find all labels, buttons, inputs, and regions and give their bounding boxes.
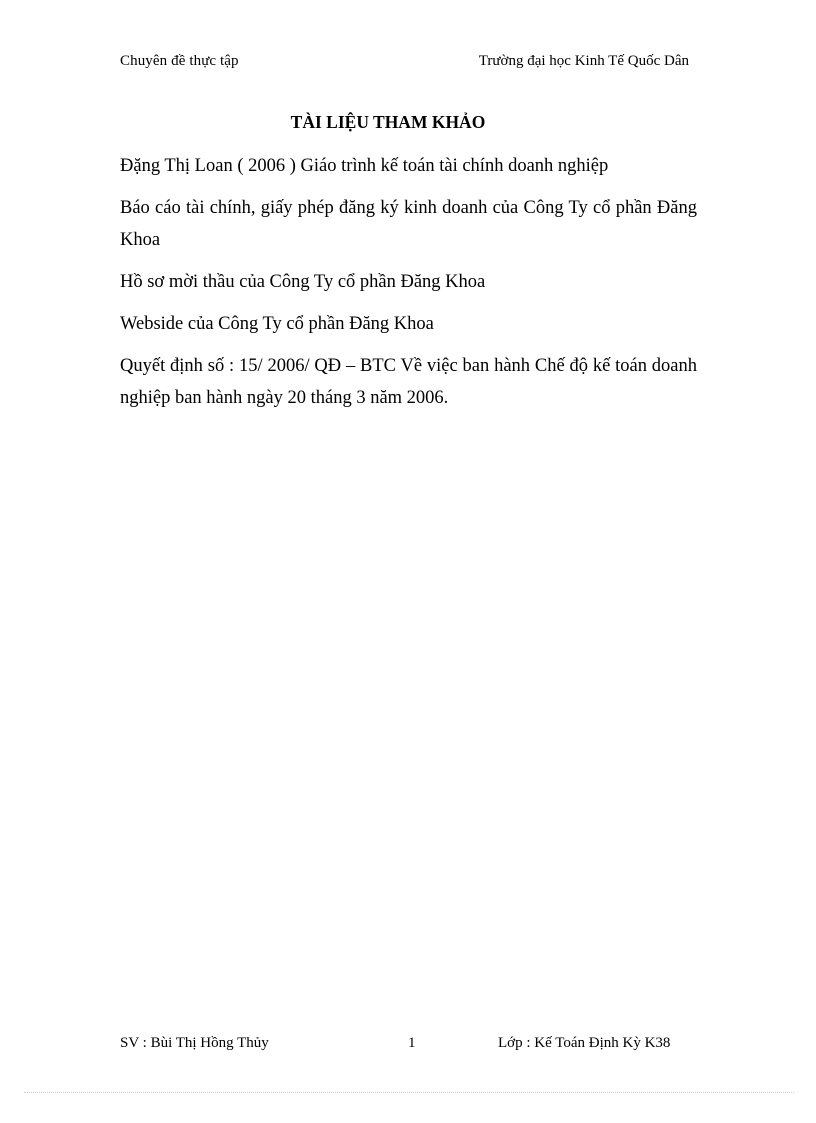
reference-list bbox=[120, 150, 697, 414]
reference-item: Đặng Thị Loan ( 2006 ) Giáo trình kế toán tài chính doanh nghiệp bbox=[120, 156, 609, 176]
reference-item: Quyết định số : 15/ 2006/ QĐ – BTC Về việc ban hành Chế độ kế toán doanh nghiệp ban hành ngày 20 tháng 3 năm 2006. bbox=[120, 356, 697, 408]
page-title: TÀI LIỆU THAM KHẢO bbox=[290, 112, 486, 132]
header-left: Chuyên đề thực tập bbox=[120, 53, 239, 69]
footer-class: Lớp : Kế Toán Định Kỳ K38 bbox=[498, 1035, 671, 1051]
footer-student: SV : Bùi Thị Hồng Thủy bbox=[120, 1035, 269, 1051]
reference-item: Hồ sơ mời thầu của Công Ty cổ phần Đăng Khoa bbox=[120, 272, 486, 292]
reference-item: Webside của Công Ty cổ phần Đăng Khoa bbox=[120, 314, 434, 334]
reference-item: Báo cáo tài chính, giấy phép đăng ký kinh doanh của Công Ty cổ phần Đăng Khoa bbox=[120, 198, 697, 250]
header-right: Trường đại học Kinh Tế Quốc Dân bbox=[478, 53, 689, 69]
page-bottom-divider bbox=[24, 1092, 794, 1093]
page-number: 1 bbox=[408, 1035, 416, 1051]
